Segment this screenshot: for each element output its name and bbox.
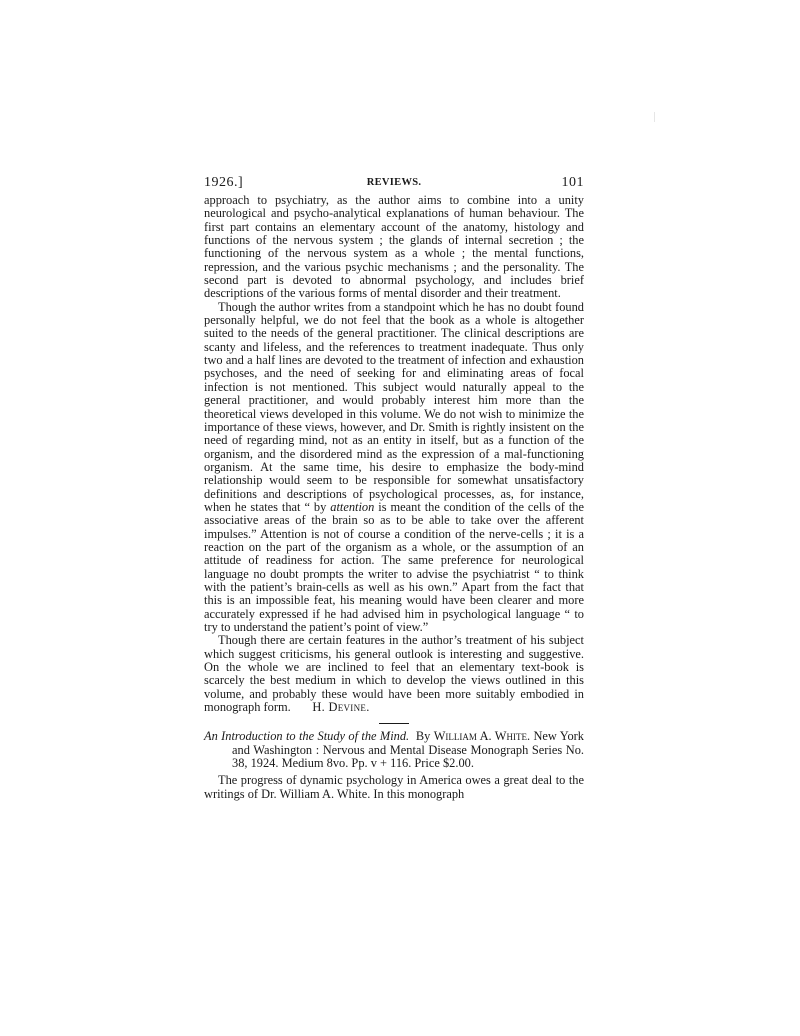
review-1-paragraph-1: approach to psychiatry, as the author aims to combine into a unity neurological and psycho-analytical explanations of human behaviour. The first part contains an elementary account of the anatomy, histology and functions of the nervous system ; the glands of internal secretion ; the functioning of the nervous system as a whole ; the mental functions, repression, and the various psychic mechanisms ; and the personality. The second part is devoted to abnormal psychology, and includes brief descriptions of the various forms of mental disorder and their treatment. <box>204 193 584 301</box>
review-2 <box>204 774 584 801</box>
review-2-by: By <box>415 729 431 744</box>
review-2-publication: New York and Washington : Nervous and Mental Disease Monograph Series No. 38, 1924. Medium 8vo. Pp. v + 116. Price $2.00. <box>232 729 584 771</box>
review-1-paragraph-2-part-2: is meant the condition of the cells of the associative areas of the brain so as to be able to take over the afferent impulses.” Attention is not of course a condition of the nerve-cells ; it is a reaction on the part of the organism as a whole, or the assumption of an attitude of readiness for action. The same preference for neurological language no doubt prompts the writer to advise the psychiatrist “ to think with the patient’s brain-cells as well as his own.” Apart from the fact that this is an impossible feat, his meaning would have been clearer and more accurately expressed if he had advised him in psychological language “ to try to understand the patient’s point of view.” <box>204 499 584 634</box>
review-1-signature: H. Devine. <box>312 700 370 715</box>
running-head-year: 1926.] <box>204 175 244 190</box>
review-2-author: William A. White. <box>433 729 531 744</box>
review-2-paragraph-1: The progress of dynamic psychology in America owes a great deal to the writings of Dr. William A. White. In this monograph <box>204 773 584 801</box>
review-1-paragraph-3 <box>204 634 584 714</box>
review-2-citation <box>204 730 584 770</box>
section-divider <box>379 723 409 724</box>
review-1-paragraph-3-text: Though there are certain features in the author’s treatment of his subject which suggest criticisms, his general outlook is interesting and suggestive. On the whole we are inclined to feel that an elementary text-book is scarcely the best medium in which to develop the views outlined in this volume, and probably these would have been more suitably embodied in monograph form. <box>204 633 584 715</box>
scan-edge-mark <box>654 112 655 122</box>
review-1 <box>204 194 584 714</box>
review-1-italic-term: attention <box>330 499 375 514</box>
review-2-book-title: An Introduction to the Study of the Mind. <box>204 729 410 744</box>
review-1-paragraph-2 <box>204 301 584 635</box>
review-1-paragraph-2-part-1: Though the author writes from a standpoint which he has no doubt found personally helpful, we do not feel that the book as a whole is altogether suited to the needs of the general practitioner. The clinical descriptions are scanty and lifeless, and the references to treatment inadequate. Thus only two and a half lines are devoted to the treatment of infection and exhaustion psychoses, and the need of seeking for and eliminating areas of focal infection is not mentioned. This subject would naturally appeal to the general practitioner, and would probably interest him more than the theoretical views developed in this volume. We do not wish to minimize the importance of these views, however, and Dr. Smith is rightly insistent on the need of regarding mind, not as an entity in itself, but as a function of the organism, and the disordered mind as the expression of a mal-functioning organism. At the same time, his desire to emphasize the body-mind relationship would seem to be responsible for somewhat unsatisfactory definitions and descriptions of psychological processes, as, for instance, when he states that “ by <box>204 299 584 514</box>
page-number: 101 <box>561 175 584 190</box>
journal-page <box>204 172 584 801</box>
running-head-title: REVIEWS. <box>366 177 422 188</box>
running-head <box>204 172 584 194</box>
